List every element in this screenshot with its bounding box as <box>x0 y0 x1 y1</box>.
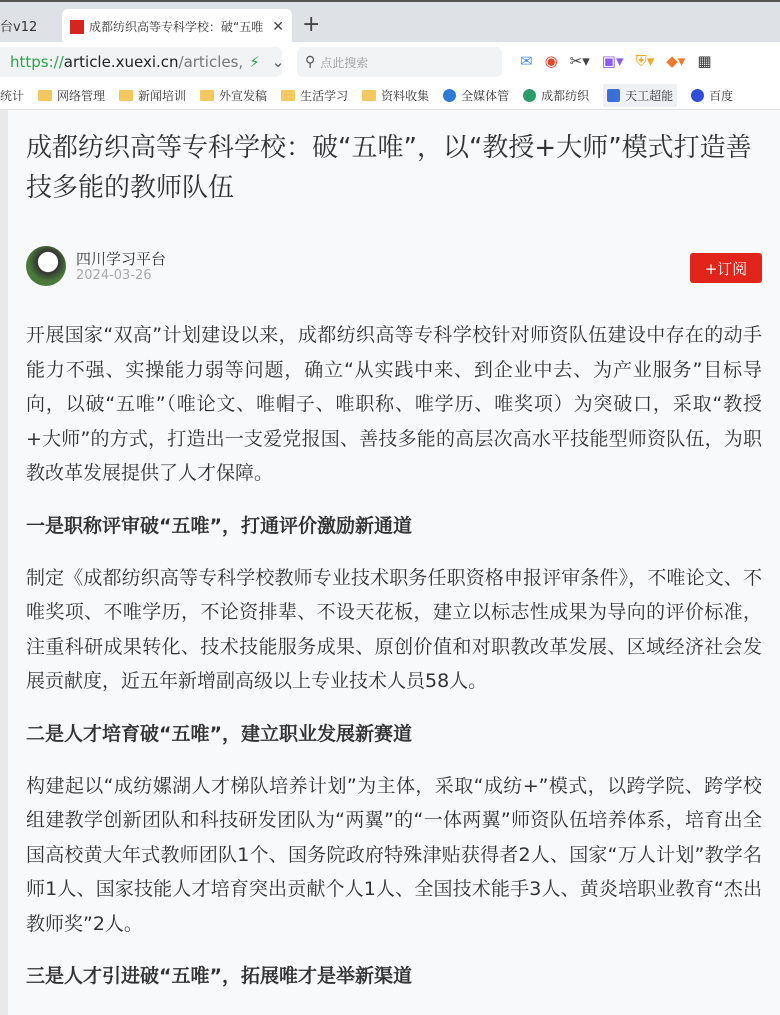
chevron-down-icon[interactable]: ⌄ <box>271 53 285 71</box>
author-name[interactable]: 四川学习平台 <box>76 250 167 268</box>
tab-inactive[interactable]: 台v12 <box>0 20 38 35</box>
mail-icon[interactable]: ✉ <box>520 52 533 70</box>
lightning-icon[interactable]: ⚡ <box>249 53 260 71</box>
bookmark-label: 成都纺织 <box>541 89 590 103</box>
site-icon <box>523 89 536 102</box>
folder-icon <box>119 90 133 101</box>
site-favicon-icon <box>70 20 84 34</box>
bookmark-label: 资料收集 <box>381 89 430 103</box>
address-bar <box>0 42 780 82</box>
bookmark-label: 天工超能 <box>625 89 674 103</box>
bookmark-item[interactable] <box>0 87 24 104</box>
url-field[interactable] <box>0 47 285 77</box>
paragraph: 开展国家“双高”计划建设以来，成都纺织高等专科学校针对师资队伍建设中存在的动手能力不强、实操能力弱等问题，确立“从实践中来、到企业中去、为产业服务”目标导向，以破“五唯”（唯论文、唯帽子、唯职称、唯学历、唯奖项）为突破口，采取“教授+大师”的方式，打造出一支爱党报国、善技多能的高层次高水平技能型师资队伍，为职教改革发展提供了人才保障。 <box>26 324 762 484</box>
section-heading: 三是人才引进破“五唯”，拓展唯才是举新渠道 <box>26 965 412 987</box>
article <box>8 110 780 1015</box>
bookmarks-bar <box>0 82 780 110</box>
paragraph: 制定《成都纺织高等专科学校教师专业技术职务任职资格申报评审条件》，不唯论文、不唯奖项、不唯学历，不论资排辈、不设天花板，建立以标志性成果为导向的评价标准，注重科研成果转化、技术技能服务成果、原创价值和对职教改革发展、区域经济社会发展贡献度，近五年新增副高级以上专业技术人员58人。 <box>26 566 762 692</box>
bookmark-label: 新闻培训 <box>138 89 187 103</box>
bookmark-item[interactable] <box>603 84 677 107</box>
toolbar-icons <box>520 52 712 70</box>
globe-icon <box>443 89 456 102</box>
tab-active[interactable] <box>62 9 292 44</box>
translate-icon[interactable]: ▣▾ <box>601 52 624 70</box>
close-tab-icon[interactable]: ✕ <box>272 18 284 35</box>
section-heading: 二是人才培育破“五唯”，建立职业发展新赛道 <box>26 722 412 745</box>
paragraph: 构建起以“成纺嫘湖人才梯队培养计划”为主体，采取“成纺+”模式，以跨学院、跨学校组建教学创新团队和科技研发团队为“两翼”的“一体两翼”师资队伍培养体系，培育出全国高校黄大年式教师团队1个、国务院政府特殊津贴获得者2人、国家“万人计划”教学名师1人、国家技能人才培育突出贡献个人1人、全国技术能手3人、黄炎培职业教育“杰出教师奖”2人。 <box>26 774 762 935</box>
bookmark-item[interactable] <box>691 87 733 104</box>
publish-date: 2024-03-26 <box>76 268 152 283</box>
url-host: article.xuexi.cn <box>63 53 179 71</box>
folder-icon <box>38 90 52 101</box>
shield-icon[interactable]: ⛨▾ <box>635 52 655 70</box>
bookmark-item[interactable] <box>362 87 429 104</box>
url-scheme: https:// <box>10 53 64 71</box>
avatar[interactable] <box>26 246 66 286</box>
bookmark-label: 外宣发稿 <box>219 89 268 103</box>
bookmark-label: 百度 <box>709 89 734 103</box>
bookmark-item[interactable] <box>38 87 105 104</box>
bookmark-item[interactable] <box>119 87 186 104</box>
article-title: 成都纺织高等专科学校：破“五唯”，以“教授+大师”模式打造善技多能的教师队伍 <box>26 133 752 203</box>
folder-icon <box>281 90 295 101</box>
folder-icon <box>200 90 214 101</box>
apps-icon[interactable]: ▦ <box>697 52 712 70</box>
new-tab-button[interactable]: + <box>302 12 321 37</box>
bookmark-item[interactable] <box>523 87 589 104</box>
url-path: /articles, <box>178 53 244 71</box>
bookmark-label: 统计 <box>0 89 25 103</box>
site-icon <box>607 89 620 102</box>
bookmark-label: 网络管理 <box>57 89 106 103</box>
author-row <box>26 246 762 296</box>
folder-icon <box>362 90 376 101</box>
search-icon: ⚲ <box>305 54 316 70</box>
bookmark-item[interactable] <box>281 87 348 104</box>
bookmark-item[interactable] <box>200 87 267 104</box>
bookmark-label: 全媒体管 <box>461 89 510 103</box>
gamepad-icon[interactable]: ◆▾ <box>666 52 686 70</box>
search-input[interactable] <box>297 47 502 77</box>
bookmark-item[interactable] <box>443 87 509 104</box>
weibo-icon[interactable]: ◉ <box>544 52 558 70</box>
page-content <box>0 110 780 1015</box>
scissors-icon[interactable]: ✂▾ <box>569 52 590 70</box>
bookmark-label: 生活学习 <box>300 89 349 103</box>
baidu-icon <box>691 89 704 102</box>
tab-title: 成都纺织高等专科学校：破“五唯 <box>89 20 264 34</box>
search-placeholder: 点此搜索 <box>320 55 369 70</box>
tab-bar <box>0 0 780 42</box>
section-heading: 一是职称评审破“五唯”，打通评价激励新通道 <box>26 514 412 537</box>
subscribe-button[interactable]: +订阅 <box>690 253 762 283</box>
